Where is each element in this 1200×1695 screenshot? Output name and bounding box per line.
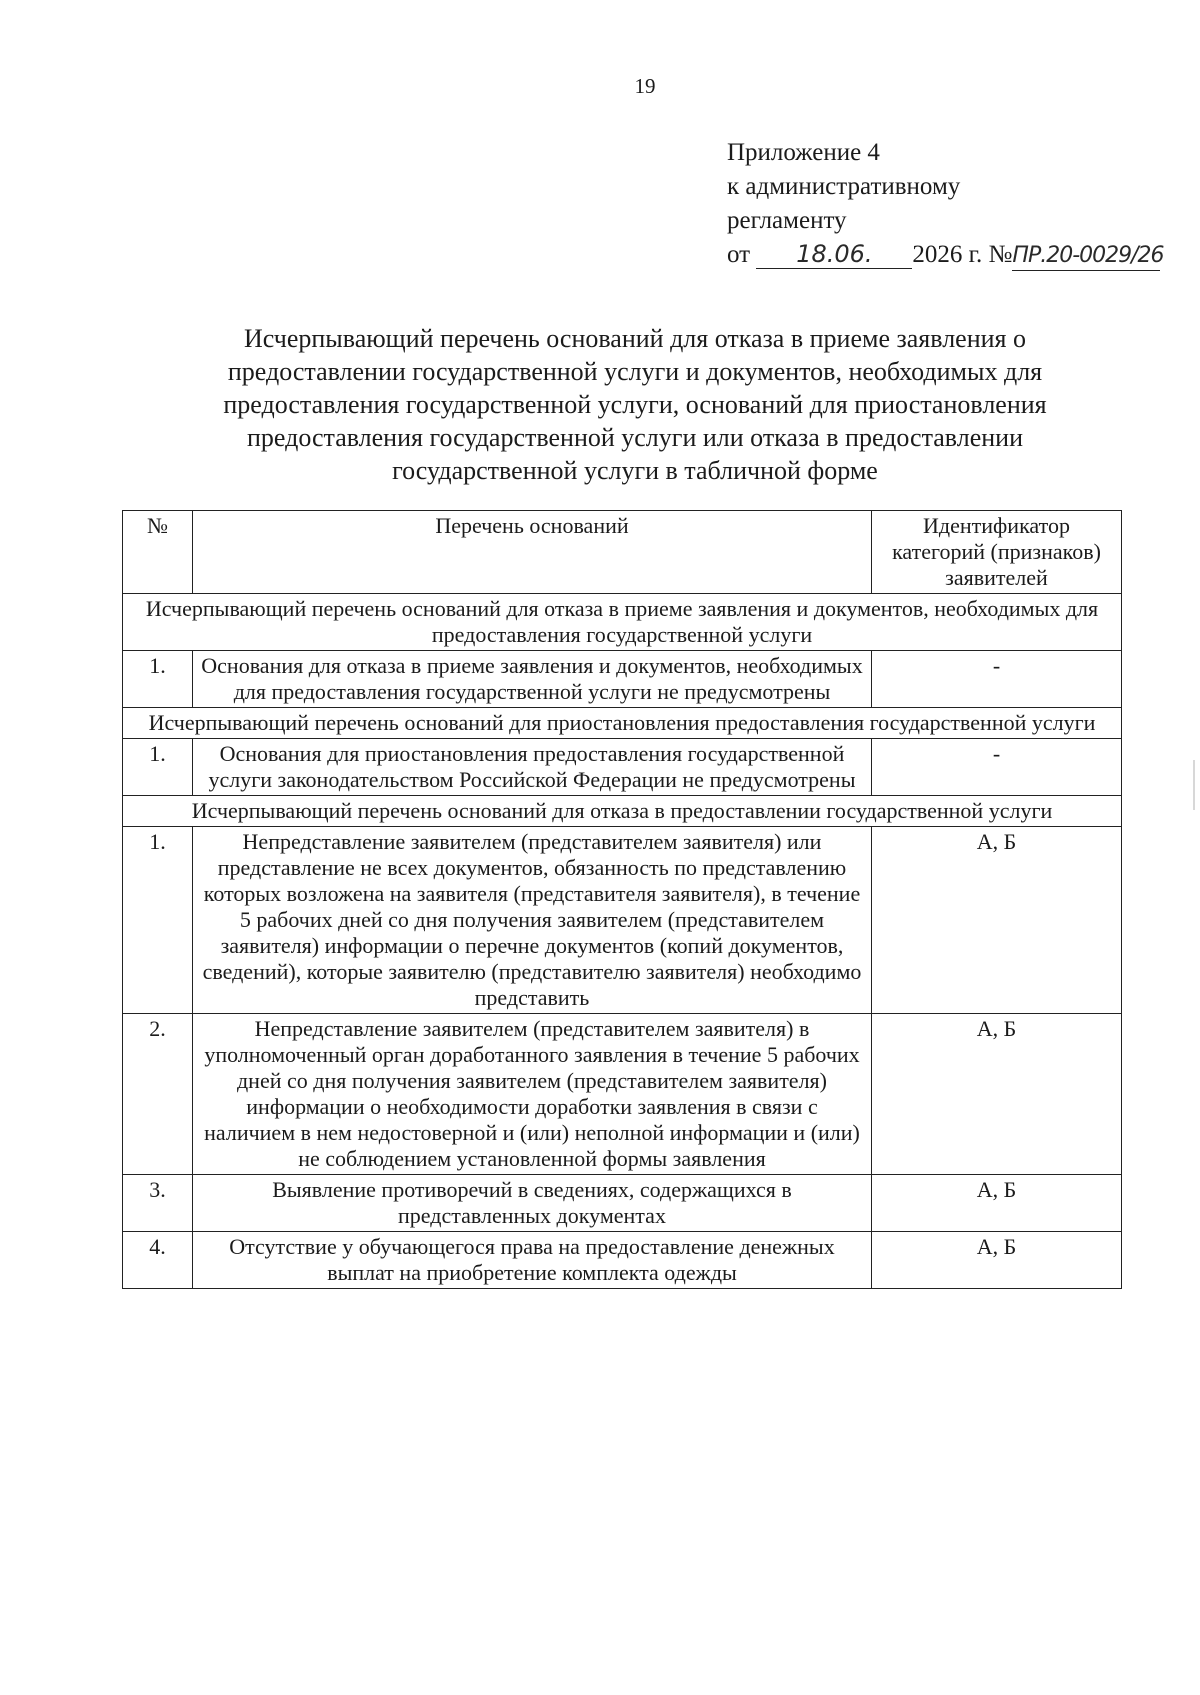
appendix-date-line [727,238,1187,272]
row-num: 3. [123,1175,193,1232]
year: 2026 [912,241,963,268]
section-heading: Исчерпывающий перечень оснований для приостановления предоставления государственной услуги [123,708,1122,739]
row-num: 2. [123,1014,193,1175]
handwritten-date: 18.06. [756,240,912,269]
appendix-line-3: регламенту [727,207,847,234]
table-row [123,827,1122,1014]
table-row [123,1232,1122,1289]
page-number: 19 [634,74,656,98]
table-row [123,651,1122,708]
row-text: Непредставление заявителем (представителем заявителя) или представление не всех документов, обязанность по представлению которых возложена на заявителя (представителя заявителя), в течение 5 рабочих дней со дня получения заявителем (представителем заявителя) информации о перечне документов (копий документов, сведений), которые заявителю (представителю заявителя) необходимо представить [193,827,872,1014]
row-text: Отсутствие у обучающегося права на предоставление денежных выплат на приобретение комплекта одежды [193,1232,872,1289]
section-heading: Исчерпывающий перечень оснований для отказа в предоставлении государственной услуги [123,796,1122,827]
row-ident: А, Б [872,1175,1122,1232]
number-sign: г. № [968,241,1013,268]
section-heading: Исчерпывающий перечень оснований для отказа в приеме заявления и документов, необходимых для предоставления государственной услуги [123,594,1122,651]
row-num: 1. [123,651,193,708]
grounds-table [122,510,1122,1289]
row-ident: А, Б [872,827,1122,1014]
row-text: Непредставление заявителем (представителем заявителя) в уполномоченный орган доработанного заявления в течение 5 рабочих дней со дня получения заявителем (представителем заявителя) информации о необходимости доработки заявления в связи с наличием в нем недостоверной и (или) неполной информации и (или) не соблюдением установленной формы заявления [193,1014,872,1175]
section-heading-row [123,796,1122,827]
appendix-block [727,136,1187,272]
date-prefix: от [727,241,751,268]
header-num: № [123,511,193,594]
header-grounds: Перечень оснований [193,511,872,594]
row-num: 1. [123,827,193,1014]
row-text: Основания для отказа в приеме заявления и документов, необходимых для предоставления государственной услуги не предусмотрены [193,651,872,708]
row-num: 1. [123,739,193,796]
table-row [123,1175,1122,1232]
handwritten-number: ПР.20-0029/26 [1012,242,1160,271]
row-text: Выявление противоречий в сведениях, содержащихся в представленных документах [193,1175,872,1232]
table-header-row [123,511,1122,594]
appendix-line-2: к административному [727,173,961,200]
header-identifier: Идентификатор категорий (признаков) заявителей [872,511,1122,594]
table-row [123,739,1122,796]
row-ident: - [872,739,1122,796]
section-heading-row [123,708,1122,739]
row-ident: - [872,651,1122,708]
scan-edge-mark [1193,760,1195,810]
row-text: Основания для приостановления предоставления государственной услуги законодательством Российской Федерации не предусмотрены [193,739,872,796]
row-ident: А, Б [872,1232,1122,1289]
section-heading-row [123,594,1122,651]
table-row [123,1014,1122,1175]
appendix-title: Приложение 4 [727,139,880,166]
document-title: Исчерпывающий перечень оснований для отказа в приеме заявления о предоставлении государственной услуги и документов, необходимых для предоставления государственной услуги, оснований для приостановления предоставления государственной услуги или отказа в предоставлении государственной услуги в табличной форме [223,324,1047,485]
row-num: 4. [123,1232,193,1289]
row-ident: А, Б [872,1014,1122,1175]
